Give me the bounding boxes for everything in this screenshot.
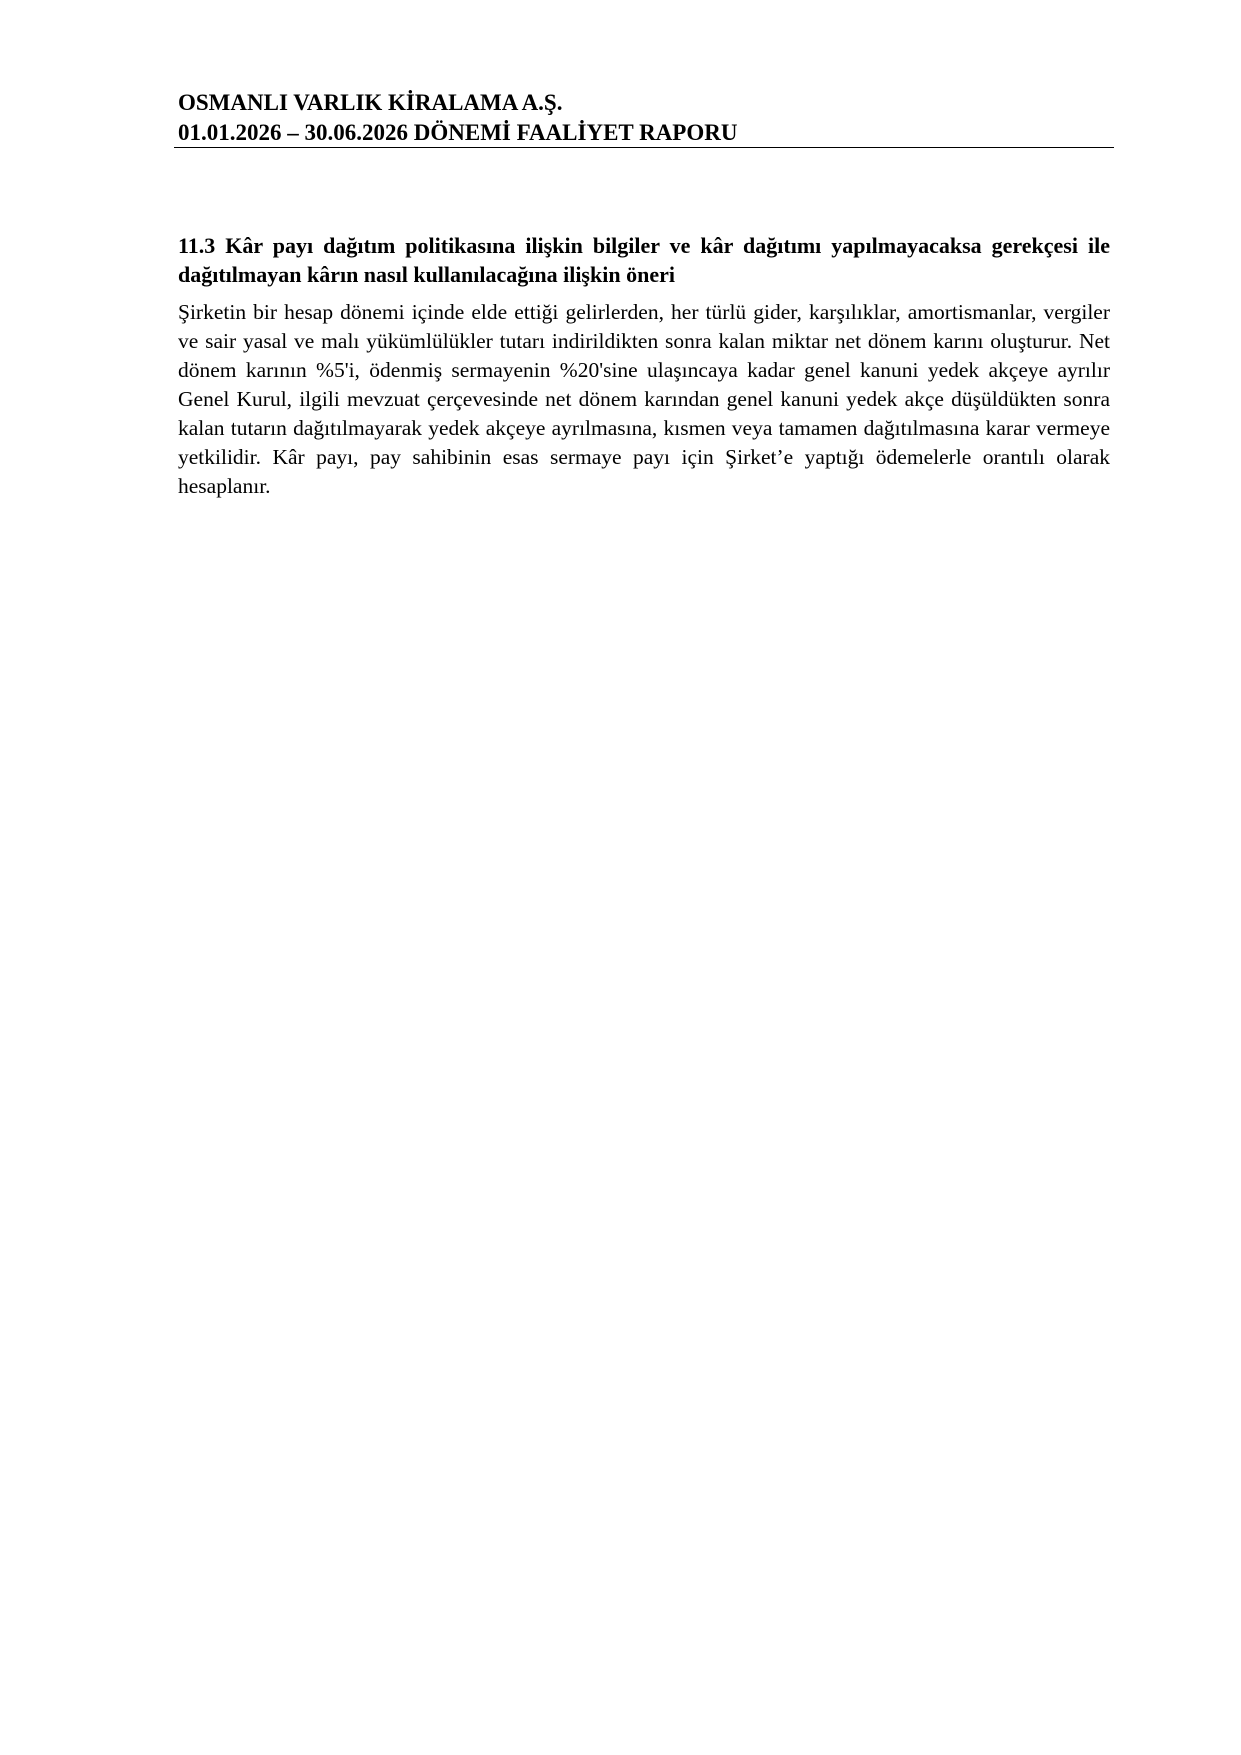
section-heading: 11.3 Kâr payı dağıtım politikasına ilişkin bilgiler ve kâr dağıtımı yapılmayacaksa gerekçesi ile dağıtılmayan kârın nasıl kullanılacağına ilişkin öneri [178,233,1110,287]
section-paragraph: Şirketin bir hesap dönemi içinde elde ettiği gelirlerden, her türlü gider, karşılıklar, amortismanlar, vergiler ve sair yasal ve malı yükümlülükler tutarı indirildikten sonra kalan miktar net dönem karını oluşturur. Net dönem karının %5'i, ödenmiş sermayenin %20'sine ulaşıncaya kadar genel kanuni yedek akçeye ayrılır Genel Kurul, ilgili mevzuat çerçevesinde net dönem karından genel kanuni yedek akçe düşüldükten sonra kalan tutarın dağıtılmayarak yedek akçeye ayrılmasına, kısmen veya tamamen dağıtılmasına karar vermeye yetkilidir. Kâr payı, pay sahibinin esas sermaye payı için Şirket’e yaptığı ödemelerle orantılı olarak hesaplanır. [178,300,1110,498]
page-header [178,88,1112,148]
company-name: OSMANLI VARLIK KİRALAMA A.Ş. [178,90,563,115]
header-divider [174,147,1114,148]
main-content [178,231,1110,501]
report-title: 01.01.2026 – 30.06.2026 DÖNEMİ FAALİYET RAPORU [178,120,738,145]
